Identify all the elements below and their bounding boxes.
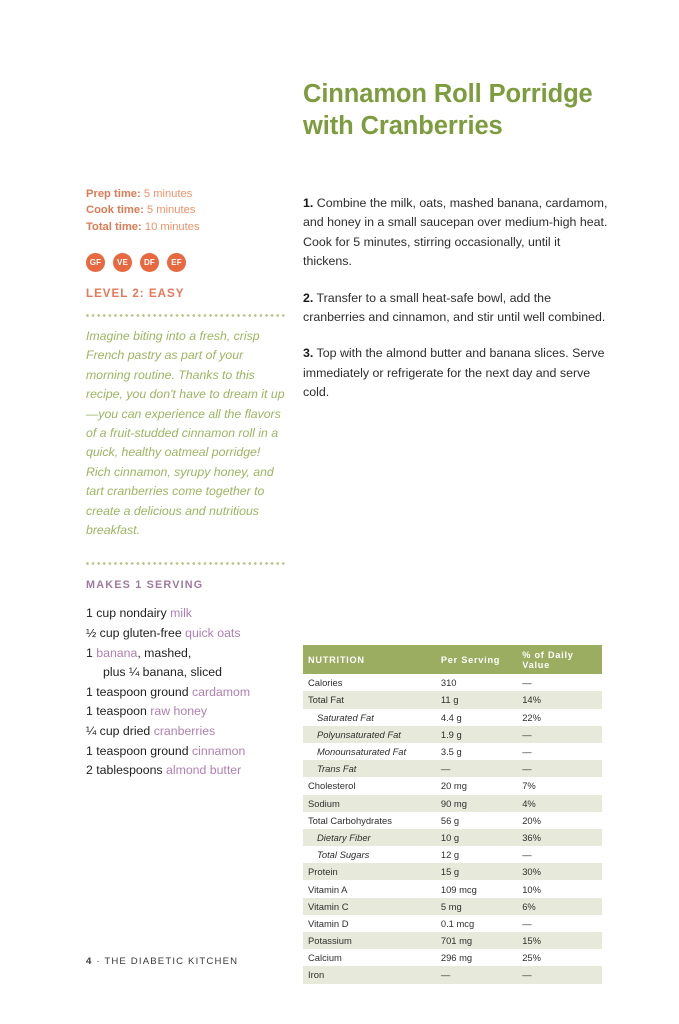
nutrient-daily-value: — <box>517 846 602 863</box>
table-row <box>303 863 602 880</box>
ingredient-list <box>86 604 286 780</box>
column-header-nutrition: NUTRITION <box>303 645 436 674</box>
ingredient-text: 1 teaspoon <box>86 704 151 719</box>
step-text: Top with the almond butter and banana slices. Serve immediately or refrigerate for the next day and serve cold. <box>303 346 605 400</box>
list-item <box>86 742 286 762</box>
ingredient-text: ½ cup gluten-free <box>86 625 186 640</box>
nutrient-name: Vitamin C <box>303 898 436 915</box>
ingredient-highlight: raw honey <box>150 704 208 719</box>
nutrient-amount: 3.5 g <box>436 743 517 760</box>
list-item <box>86 722 286 742</box>
step-text: Transfer to a small heat-safe bowl, add the cranberries and cinnamon, and stir until well combined. <box>303 290 606 325</box>
total-time-value: 10 minutes <box>144 220 200 233</box>
table-row <box>303 709 602 726</box>
ingredient-highlight: cranberries <box>153 723 216 738</box>
table-row <box>303 812 602 829</box>
nutrient-daily-value: 20% <box>517 812 602 829</box>
nutrient-name: Monounsaturated Fat <box>303 743 436 760</box>
nutrition-table <box>303 645 602 984</box>
nutrient-name: Sodium <box>303 795 436 812</box>
list-item <box>86 644 286 664</box>
column-header-daily-value: % of Daily Value <box>517 645 602 674</box>
list-item <box>86 604 286 624</box>
nutrient-daily-value: — <box>517 726 602 743</box>
table-row <box>303 743 602 760</box>
nutrition-table-body <box>303 674 602 983</box>
table-row <box>303 777 602 794</box>
ingredient-text: 2 tablespoons <box>86 763 166 778</box>
page-number: 4 <box>86 956 93 967</box>
nutrient-daily-value: — <box>517 966 602 983</box>
prep-time-label: Prep time: <box>86 188 141 200</box>
nutrient-daily-value: 22% <box>517 709 602 726</box>
nutrition-table-header <box>303 645 602 674</box>
table-row <box>303 880 602 897</box>
cook-time-row <box>86 202 286 218</box>
footer-separator: · <box>96 956 101 967</box>
nutrient-amount: 109 mcg <box>436 880 517 897</box>
recipe-meta-column <box>86 186 286 781</box>
ingredient-highlight: cardamom <box>191 684 251 699</box>
nutrient-daily-value: 6% <box>517 898 602 915</box>
nutrient-name: Total Fat <box>303 691 436 708</box>
table-row <box>303 691 602 708</box>
step-number: 1. <box>303 196 314 210</box>
servings-label: MAKES 1 SERVING <box>86 579 204 592</box>
table-row <box>303 846 602 863</box>
table-row <box>303 760 602 777</box>
badge-egg-free-icon: EF <box>167 253 186 272</box>
ingredient-text: 1 <box>86 645 97 660</box>
total-time-label: Total time: <box>86 220 142 233</box>
instruction-step <box>303 194 608 272</box>
cook-time-label: Cook time: <box>86 204 144 217</box>
nutrient-amount: 20 mg <box>436 777 517 794</box>
prep-time-value: 5 minutes <box>143 188 193 200</box>
table-row <box>303 795 602 812</box>
nutrient-name: Vitamin D <box>303 915 436 932</box>
nutrient-daily-value: 25% <box>517 949 602 966</box>
table-row <box>303 949 602 966</box>
list-item <box>86 761 286 781</box>
nutrient-daily-value: — <box>517 915 602 932</box>
nutrient-amount: 12 g <box>436 846 517 863</box>
table-row <box>303 898 602 915</box>
time-list <box>86 186 286 235</box>
nutrient-name: Protein <box>303 863 436 880</box>
table-row <box>303 966 602 983</box>
list-item <box>86 683 286 703</box>
nutrient-name: Total Carbohydrates <box>303 812 436 829</box>
nutrient-amount: — <box>436 760 517 777</box>
nutrient-amount: 310 <box>436 674 517 691</box>
nutrient-daily-value: — <box>517 674 602 691</box>
ingredient-highlight: quick oats <box>185 625 241 640</box>
dotted-divider-top <box>86 314 286 317</box>
recipe-main-column <box>303 78 608 420</box>
list-item <box>86 702 286 722</box>
nutrient-name: Total Sugars <box>303 846 436 863</box>
step-number: 3. <box>303 346 314 361</box>
prep-time-row <box>86 186 286 202</box>
instruction-step <box>303 344 608 402</box>
nutrient-name: Dietary Fiber <box>303 829 436 846</box>
ingredient-text: ¼ cup dried <box>86 723 154 738</box>
step-text: Combine the milk, oats, mashed banana, cardamom, and honey in a small saucepan over medium-high heat. Cook for 5 minutes, stirring occasionally, until it thickens. <box>303 196 608 269</box>
ingredient-highlight: almond butter <box>166 763 242 778</box>
nutrient-amount: 90 mg <box>436 795 517 812</box>
total-time-row <box>86 219 286 235</box>
list-item <box>86 624 286 644</box>
nutrient-daily-value: 4% <box>517 795 602 812</box>
page-title: Cinnamon Roll Porridge with Cranberries <box>303 80 593 140</box>
nutrient-daily-value: 14% <box>517 691 602 708</box>
list-item <box>86 663 286 683</box>
ingredient-highlight: milk <box>170 606 192 621</box>
recipe-description: Imagine biting into a fresh, crisp French pastry as part of your morning routine. Thanks to this recipe, you don't have to dream it up—you can experience all the flavors of a fruit-studded cinnamon roll in a quick, healthy oatmeal porridge! Rich cinnamon, syrupy honey, and tart cranberries come together to create a delicious and nutritious breakfast. <box>86 328 285 537</box>
ingredient-text: 1 teaspoon ground <box>86 743 192 758</box>
cook-time-value: 5 minutes <box>146 204 196 217</box>
nutrient-amount: 4.4 g <box>436 709 517 726</box>
nutrient-name: Vitamin A <box>303 880 436 897</box>
column-header-per-serving: Per Serving <box>436 645 517 674</box>
page-footer <box>86 956 238 967</box>
nutrient-name: Cholesterol <box>303 777 436 794</box>
nutrient-amount: — <box>436 966 517 983</box>
nutrient-amount: 10 g <box>436 829 517 846</box>
nutrient-name: Trans Fat <box>303 760 436 777</box>
nutrient-amount: 56 g <box>436 812 517 829</box>
table-header-row <box>303 645 602 674</box>
nutrient-name: Calories <box>303 674 436 691</box>
nutrient-name: Polyunsaturated Fat <box>303 726 436 743</box>
nutrient-name: Calcium <box>303 949 436 966</box>
ingredient-text: plus ¼ banana, sliced <box>103 665 222 680</box>
nutrient-amount: 15 g <box>436 863 517 880</box>
badge-gluten-free-icon: GF <box>86 253 105 272</box>
difficulty-level: LEVEL 2: EASY <box>86 287 185 300</box>
instruction-list <box>303 194 608 403</box>
nutrient-daily-value: 15% <box>517 932 602 949</box>
nutrient-name: Potassium <box>303 932 436 949</box>
nutrient-daily-value: 30% <box>517 863 602 880</box>
nutrient-daily-value: 10% <box>517 880 602 897</box>
ingredient-highlight: cinnamon <box>191 743 246 758</box>
nutrient-name: Iron <box>303 966 436 983</box>
ingredient-text: 1 teaspoon ground <box>86 684 192 699</box>
nutrient-name: Saturated Fat <box>303 709 436 726</box>
table-row <box>303 829 602 846</box>
table-row <box>303 915 602 932</box>
step-number: 2. <box>303 290 314 305</box>
table-row <box>303 674 602 691</box>
dietary-badge-group <box>86 253 286 272</box>
badge-vegetarian-icon: VE <box>113 253 132 272</box>
nutrient-amount: 0.1 mcg <box>436 915 517 932</box>
nutrient-daily-value: — <box>517 760 602 777</box>
book-title: THE DIABETIC KITCHEN <box>104 956 239 967</box>
ingredient-text: 1 cup nondairy <box>86 606 171 621</box>
ingredient-suffix: , mashed, <box>137 645 192 660</box>
nutrient-daily-value: 7% <box>517 777 602 794</box>
nutrient-amount: 1.9 g <box>436 726 517 743</box>
nutrient-daily-value: — <box>517 743 602 760</box>
table-row <box>303 932 602 949</box>
nutrient-amount: 5 mg <box>436 898 517 915</box>
badge-dairy-free-icon: DF <box>140 253 159 272</box>
nutrient-amount: 701 mg <box>436 932 517 949</box>
instruction-step <box>303 289 608 328</box>
nutrient-amount: 11 g <box>436 691 517 708</box>
table-row <box>303 726 602 743</box>
nutrient-daily-value: 36% <box>517 829 602 846</box>
ingredient-highlight: banana <box>96 645 138 660</box>
dotted-divider-bottom <box>86 562 286 565</box>
nutrient-amount: 296 mg <box>436 949 517 966</box>
